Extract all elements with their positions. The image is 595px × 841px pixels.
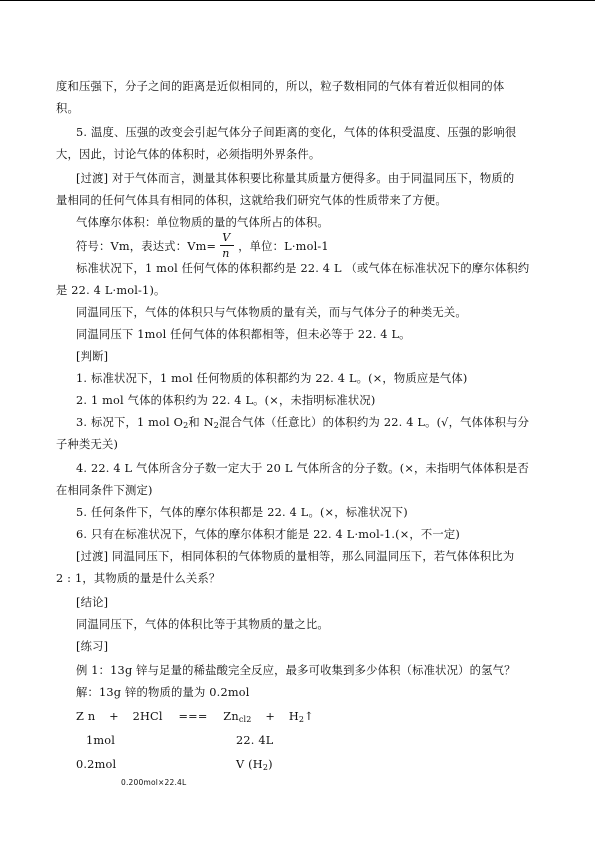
text-line: 积。 (56, 102, 79, 115)
text-line: 2 : 1，其物质的量是什么关系？ (56, 572, 221, 585)
text-line: 量相同的任何气体具有相同的体积，这就给我们研究气体的性质带来了方便。 (56, 194, 447, 207)
formula-label: 符号：Vm，表达式：Vm= (76, 240, 217, 253)
fraction-bar (220, 245, 234, 246)
text-line: 5. 任何条件下，气体的摩尔体积都是 22. 4 L。(×，标准状况下) (76, 506, 408, 519)
product-zncl2 (223, 710, 251, 727)
text-line: 6. 只有在标准状况下，气体的摩尔体积才能是 22. 4 L·mol-1.(×，不一定) (76, 528, 461, 541)
text-line: 例 1：13g 锌与足量的稀盐酸完全反应，最多可收集到多少体积（标准状况）的氢气？ (76, 664, 516, 677)
text-fragment: 混合气体（任意比）的体积约为 22. 4 L。(√，气体体积与分 (219, 416, 530, 429)
equals-sign: === (178, 710, 208, 723)
section-heading: [判断] (76, 350, 109, 363)
volume-unknown-text: V (H (236, 758, 263, 771)
text-line: [过渡] 对于气体而言，测量其体积要比称量其质量方便得多。由于同温同压下，物质的 (76, 172, 515, 185)
text-fragment: 3. 标况下，1 mol O (76, 416, 184, 429)
subscript: 2 (183, 421, 189, 430)
reactant-hcl: 2HCl (132, 710, 163, 723)
section-heading: [结论] (76, 596, 109, 609)
text-line: 同温同压下，气体的体积比等于其物质的量之比。 (76, 618, 329, 631)
unit-label: ，单位：L·mol-1 (238, 240, 329, 253)
text-line: 是 22. 4 L·mol-1)。 (56, 284, 166, 297)
volume-value: 22. 4L (236, 734, 274, 747)
mol-value: 1mol (86, 734, 116, 747)
calculation-numerator: 0.200mol×22.4L (121, 778, 187, 787)
text-line: 4. 22. 4 L 气体所含分子数一定大于 20 L 气体所含的分子数。(×，未指明气体体积是否 (76, 462, 530, 475)
chemical-equation (76, 710, 314, 727)
text-line: 5. 温度、压强的改变会引起气体分子间距离的变化，气体的体积受温度、压强的影响很 (76, 126, 517, 139)
text-line: 2. 1 mol 气体的体积约为 22. 4 L。(×，未指明标准状况) (76, 394, 376, 407)
fraction-numerator: V (222, 231, 231, 244)
section-heading: [练习] (76, 640, 109, 653)
subscript: 2 (262, 763, 269, 772)
zncl2-base: Zn (223, 710, 239, 723)
fraction-denominator: n (222, 247, 230, 260)
plus-sign: + (109, 710, 119, 723)
fraction (220, 231, 234, 260)
reactant-zn: Z n (76, 710, 96, 723)
text-line: 解：13g 锌的物质的量为 0.2mol (76, 686, 250, 699)
text-line: 同温同压下 1mol 任何气体的体积都相等，但未必等于 22. 4 L。 (76, 328, 411, 341)
text-line: 度和压强下，分子之间的距离是近似相同的，所以，粒子数相同的气体有着近似相同的体 (56, 80, 505, 93)
text-line: 子种类无关) (56, 438, 119, 451)
mol-value: 0.2mol (76, 758, 117, 771)
text-line (76, 416, 529, 433)
formula-line (76, 231, 329, 260)
plus-sign: + (265, 710, 276, 723)
text-line: 大，因此，讨论气体的体积时，必须指明外界条件。 (56, 148, 321, 161)
product-h2 (289, 710, 314, 727)
h2-base: H (288, 710, 299, 723)
zncl2-subscript: cl2 (238, 715, 252, 724)
subscript: 2 (213, 421, 220, 430)
text-line: 1. 标准状况下，1 mol 任何物质的体积都约为 22. 4 L。(×，物质应是气体) (76, 372, 468, 385)
text-line: 气体摩尔体积：单位物质的量的气体所占的体积。 (76, 216, 329, 229)
text-line: 在相同条件下测定) (56, 484, 153, 497)
text-line: 标准状况下，1 mol 任何气体的体积都约是 22. 4 L （或气体在标准状况下的摩尔体积约 (76, 262, 530, 275)
text-line: 同温同压下，气体的体积只与气体物质的量有关，而与气体分子的种类无关。 (76, 306, 467, 319)
volume-unknown (236, 758, 273, 775)
h2-subscript: 2 (298, 715, 305, 724)
gas-arrow-icon: ↑ (304, 710, 314, 723)
text-fragment: 和 N (188, 416, 214, 429)
text-line: [过渡] 同温同压下，相同体积的气体物质的量相等，那么同温同压下，若气体体积比为 (76, 550, 515, 563)
volume-unknown-text: ) (268, 758, 273, 771)
